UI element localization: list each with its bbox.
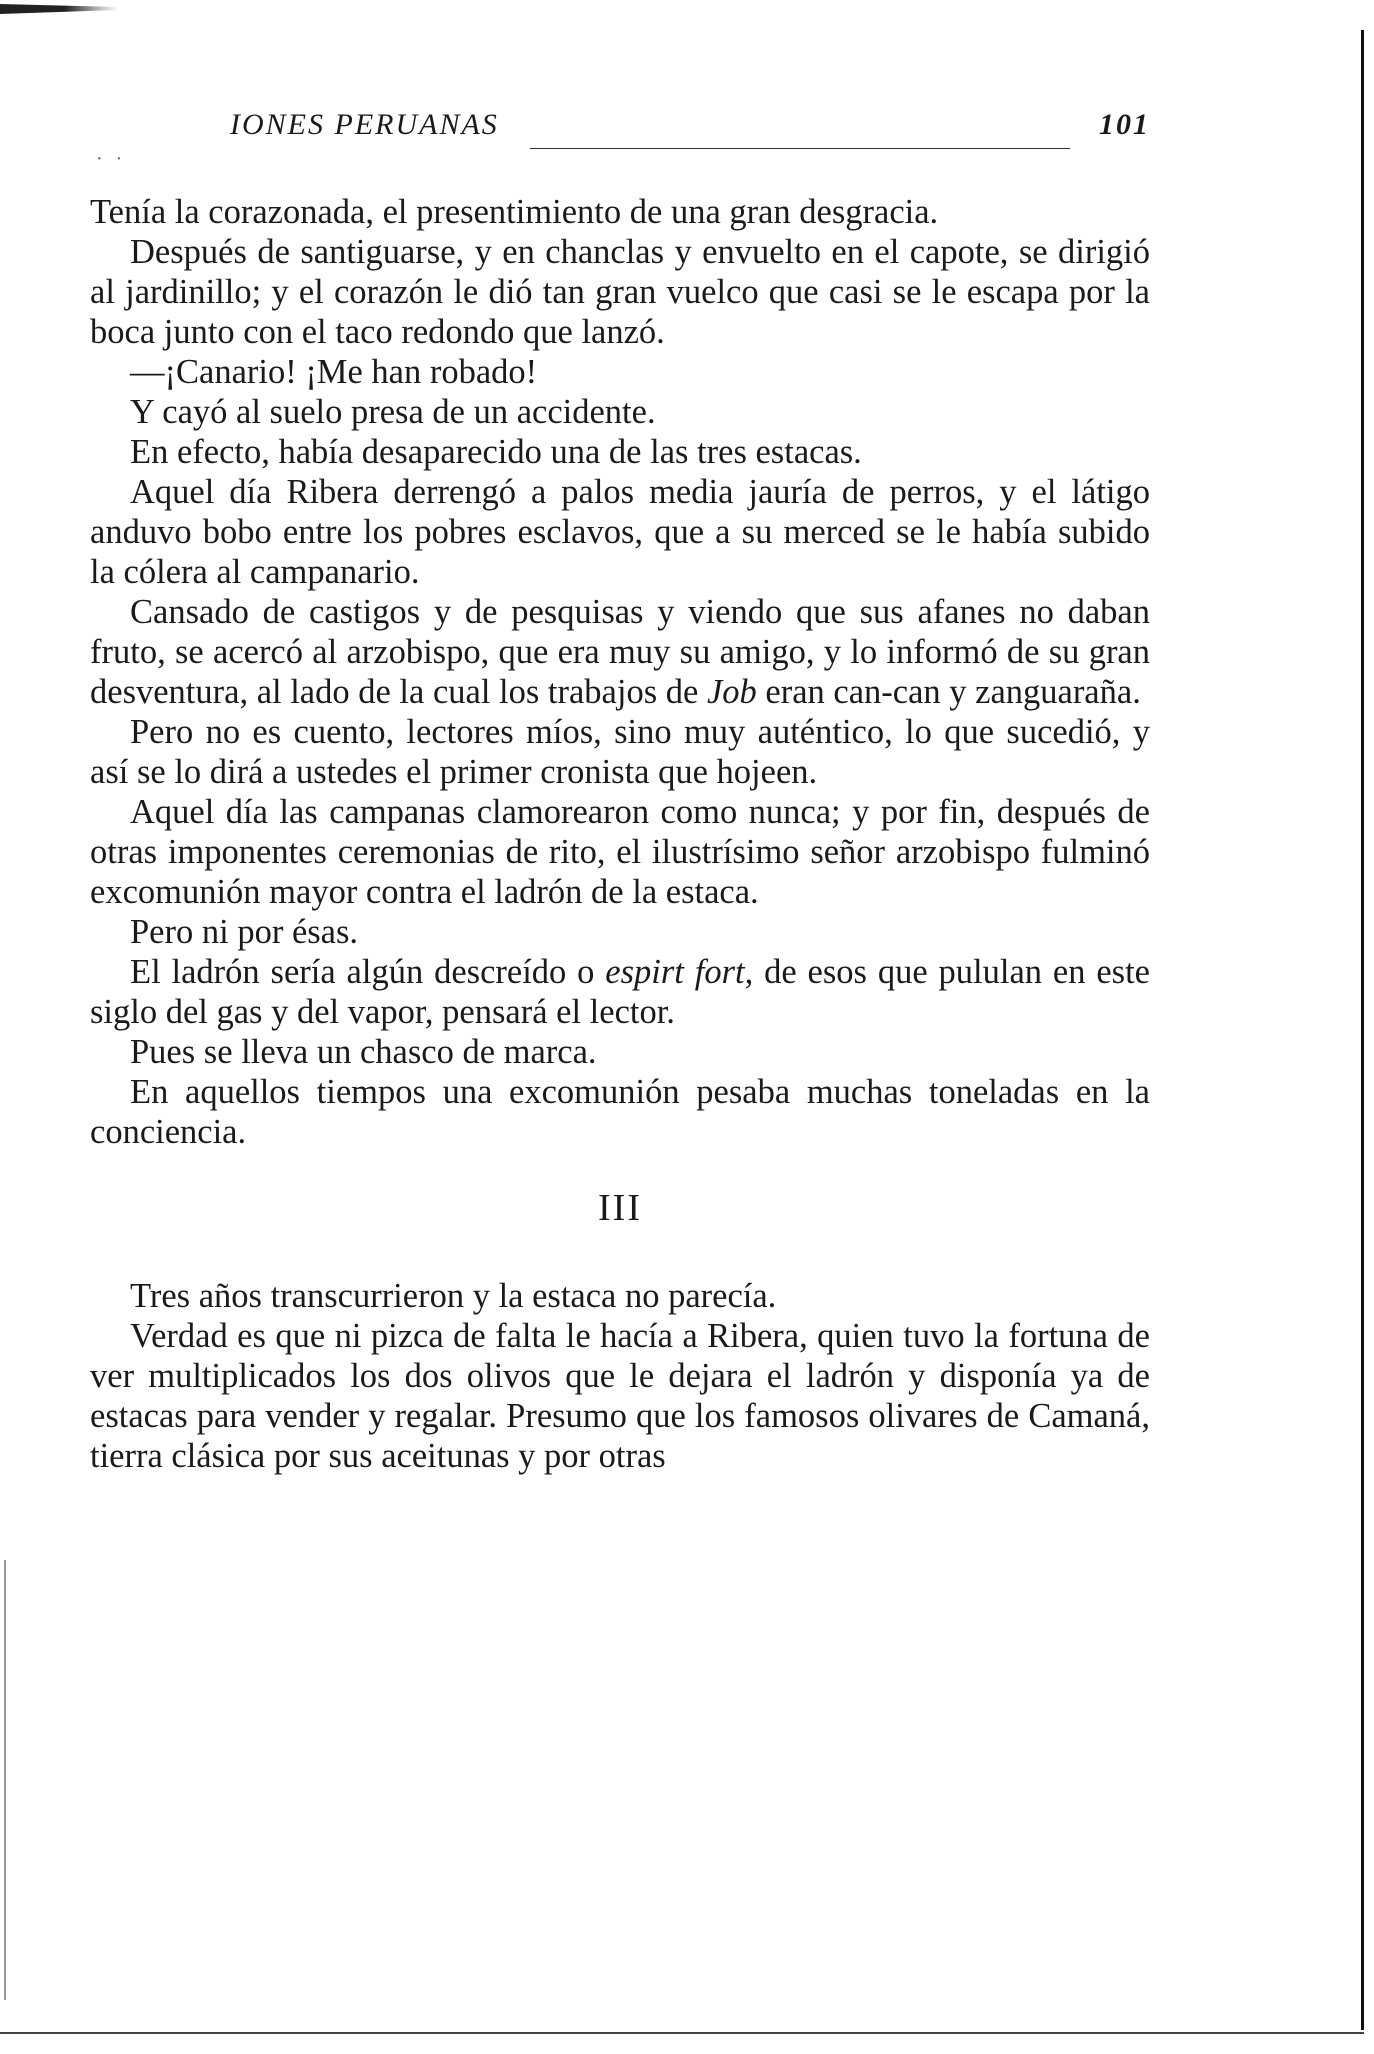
paragraph: En efecto, había desaparecido una de las tres estacas. bbox=[130, 433, 862, 471]
paragraph: Aquel día las campanas clamorearon como nunca; y por fin, después de otras imponentes ceremonias de rito, el ilustrísimo señor arzobispo fulminó excomunión mayor contra el ladrón de la estaca. bbox=[90, 793, 1150, 911]
page-edge-left bbox=[4, 1560, 6, 2000]
paragraph bbox=[90, 952, 1150, 1032]
paragraph: Después de santiguarse, y en chanclas y envuelto en el capote, se dirigió al jardinillo; y el corazón le dió tan gran vuelco que casi se le escapa por la boca junto con el taco redondo que lanzó. bbox=[90, 233, 1150, 351]
paragraph: Aquel día Ribera derrengó a palos media jauría de perros, y el látigo anduvo bobo entre los pobres esclavos, que a su merced se le había subido la cólera al campanario. bbox=[90, 473, 1150, 591]
paragraph: Y cayó al suelo presa de un accidente. bbox=[130, 393, 656, 431]
paragraph-text: El ladrón sería algún descreído o bbox=[130, 953, 606, 991]
paragraph-text: eran can-can y zanguaraña. bbox=[756, 673, 1141, 711]
scan-specks: · · bbox=[96, 148, 127, 170]
paragraph: Tenía la corazonada, el presentimiento de una gran desgracia. bbox=[90, 193, 939, 231]
paragraph bbox=[90, 592, 1150, 712]
page-number: 101 bbox=[1099, 108, 1150, 141]
paragraph-text: de esos que pululan en este siglo del gas y del vapor, pensará el lector. bbox=[90, 953, 1150, 1031]
paragraph: Pues se lleva un chasco de marca. bbox=[130, 1033, 597, 1071]
dialogue-line: —¡Canario! ¡Me han robado! bbox=[130, 353, 538, 391]
paragraph-text: Cansado de castigos y de pesquisas y viendo que sus afanes no daban fruto, se acercó al arzobispo, que era muy su amigo, y lo informó de su gran desventura, al lado de la cual los trabajos de bbox=[90, 593, 1150, 711]
running-title: IONES PERUANAS bbox=[230, 108, 499, 141]
section-heading: III bbox=[598, 1187, 642, 1229]
page-edge-bottom bbox=[0, 2032, 1364, 2034]
italic-name: Job bbox=[706, 673, 757, 711]
page-edge-right bbox=[1361, 30, 1364, 2030]
body-text bbox=[90, 192, 1150, 1476]
paragraph: Tres años transcurrieron y la estaca no parecía. bbox=[130, 1277, 777, 1315]
paragraph: Pero no es cuento, lectores míos, sino muy auténtico, lo que sucedió, y así se lo dirá a ustedes el primer cronista que hojeen. bbox=[90, 713, 1150, 791]
header-rule bbox=[530, 148, 1070, 149]
paragraph: Pero ni por ésas. bbox=[130, 913, 359, 951]
italic-phrase: espirt fort, bbox=[605, 953, 754, 991]
scan-artifact-mark bbox=[0, 4, 118, 14]
paragraph: En aquellos tiempos una excomunión pesaba muchas toneladas en la conciencia. bbox=[90, 1073, 1150, 1151]
paragraph: Verdad es que ni pizca de falta le hacía a Ribera, quien tuvo la fortuna de ver multiplicados los dos olivos que le dejara el ladrón y disponía ya de estacas para vender y regalar. Presumo que los famosos olivares de Camaná, tierra clásica por sus aceitunas y por otras bbox=[90, 1317, 1150, 1475]
running-header bbox=[230, 108, 1150, 158]
